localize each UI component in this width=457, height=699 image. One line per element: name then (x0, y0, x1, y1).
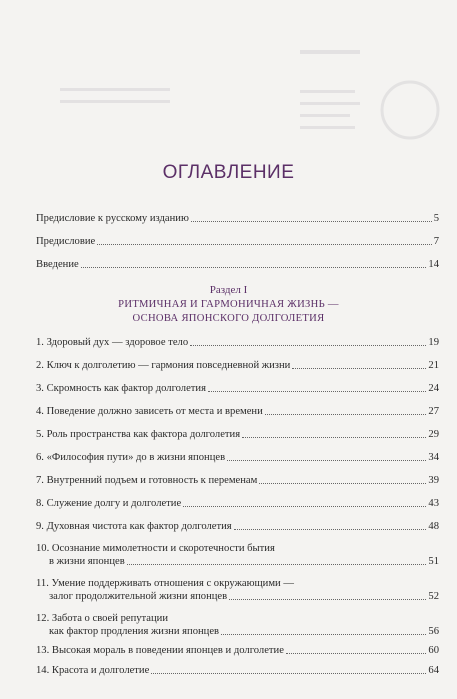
toc-entry-ch13[interactable] (36, 644, 439, 657)
toc-entry-text: 13. Высокая мораль в поведении японцев и долголетие (36, 645, 284, 656)
leader-dots (265, 413, 427, 415)
toc-entry-preface[interactable] (36, 235, 439, 248)
page-title: ОГЛАВЛЕНИЕ (162, 162, 295, 183)
leader-dots (97, 243, 431, 245)
section-title-line1: РИТМИЧНАЯ И ГАРМОНИЧНАЯ ЖИЗНЬ — (118, 299, 339, 310)
toc-entry-text: Предисловие к русскому изданию (36, 213, 189, 224)
toc-entry-text: 5. Роль пространства как фактора долголетия (36, 429, 241, 440)
toc-entry-introduction[interactable] (36, 258, 439, 271)
toc-entry-text: 8. Служение долгу и долголетие (36, 498, 182, 509)
toc-entry-text: 4. Поведение должно зависеть от места и времени (36, 406, 263, 417)
toc-page-number: 7 (433, 236, 439, 247)
leader-dots (208, 390, 426, 392)
leader-dots (191, 220, 432, 222)
toc-entry-text: 14. Красота и долголетие (36, 665, 150, 676)
show-through-bleed (0, 0, 457, 150)
toc-entry-ch6[interactable] (36, 451, 439, 464)
toc-entry-ch3[interactable] (36, 382, 439, 395)
leader-dots (234, 528, 427, 530)
leader-dots (183, 505, 426, 507)
toc-page-number: 27 (428, 406, 439, 417)
toc-entry-text-cont: в жизни японцев (49, 556, 125, 567)
toc-page-number: 34 (428, 452, 439, 463)
toc-entry-text: 2. Ключ к долголетию — гармония повседневной жизни (36, 360, 291, 371)
toc-entry-text-cont: залог продолжительной жизни японцев (49, 591, 228, 602)
toc-entry-text-cont: как фактор продления жизни японцев (49, 626, 220, 637)
toc-page-number: 56 (428, 626, 439, 637)
toc-entry-text: Предисловие (36, 236, 96, 247)
toc-entry-text: 12. Забота о своей репутации (36, 613, 169, 624)
leader-dots (229, 598, 426, 600)
toc-page-number: 60 (428, 645, 439, 656)
toc-entry-text: 10. Осознание мимолетности и скоротечности бытия (36, 543, 275, 554)
toc-entry-ch10[interactable] (36, 542, 439, 568)
toc-entry-text: 1. Здоровый дух — здоровое тело (36, 337, 189, 348)
toc-page-number: 43 (428, 498, 439, 509)
toc-page-number: 19 (428, 337, 439, 348)
toc-page-number: 5 (433, 213, 439, 224)
toc-page-number: 39 (428, 475, 439, 486)
toc-entry-ch4[interactable] (36, 405, 439, 418)
toc-entry-text: 11. Умение поддерживать отношения с окружающими — (36, 578, 294, 589)
toc-entry-ch9[interactable] (36, 520, 439, 533)
leader-dots (151, 672, 426, 674)
section-title-line2: ОСНОВА ЯПОНСКОГО ДОЛГОЛЕТИЯ (132, 313, 325, 324)
toc-entry-preface-ru[interactable] (36, 212, 439, 225)
toc-entry-ch8[interactable] (36, 497, 439, 510)
leader-dots (259, 482, 426, 484)
leader-dots (242, 436, 426, 438)
toc-entry-text: 3. Скромность как фактор долголетия (36, 383, 206, 394)
toc-page-number: 21 (428, 360, 439, 371)
leader-dots (81, 266, 427, 268)
toc-page-number: 52 (428, 591, 439, 602)
toc-entry-ch12[interactable] (36, 612, 439, 638)
leader-dots (190, 344, 426, 346)
toc-entry-ch5[interactable] (36, 428, 439, 441)
toc-entry-ch14[interactable] (36, 664, 439, 677)
section-label: Раздел I (209, 284, 248, 296)
toc-page-number: 14 (428, 259, 439, 270)
leader-dots (221, 633, 426, 635)
toc-entry-text: 7. Внутренний подъем и готовность к переменам (36, 475, 258, 486)
toc-entry-ch1[interactable] (36, 336, 439, 349)
toc-page-number: 51 (428, 556, 439, 567)
leader-dots (227, 459, 426, 461)
leader-dots (127, 563, 427, 565)
leader-dots (286, 652, 426, 654)
toc-entry-ch2[interactable] (36, 359, 439, 372)
toc-entry-text: 6. «Философия пути» до в жизни японцев (36, 452, 226, 463)
toc-entry-text: Введение (36, 259, 79, 270)
toc-entry-text: 9. Духовная чистота как фактор долголетия (36, 521, 232, 532)
toc-page-number: 24 (428, 383, 439, 394)
toc-entry-ch11[interactable] (36, 577, 439, 603)
toc-page-number: 64 (428, 665, 439, 676)
toc-entry-ch7[interactable] (36, 474, 439, 487)
leader-dots (292, 367, 426, 369)
toc-page-number: 29 (428, 429, 439, 440)
toc-page-number: 48 (428, 521, 439, 532)
